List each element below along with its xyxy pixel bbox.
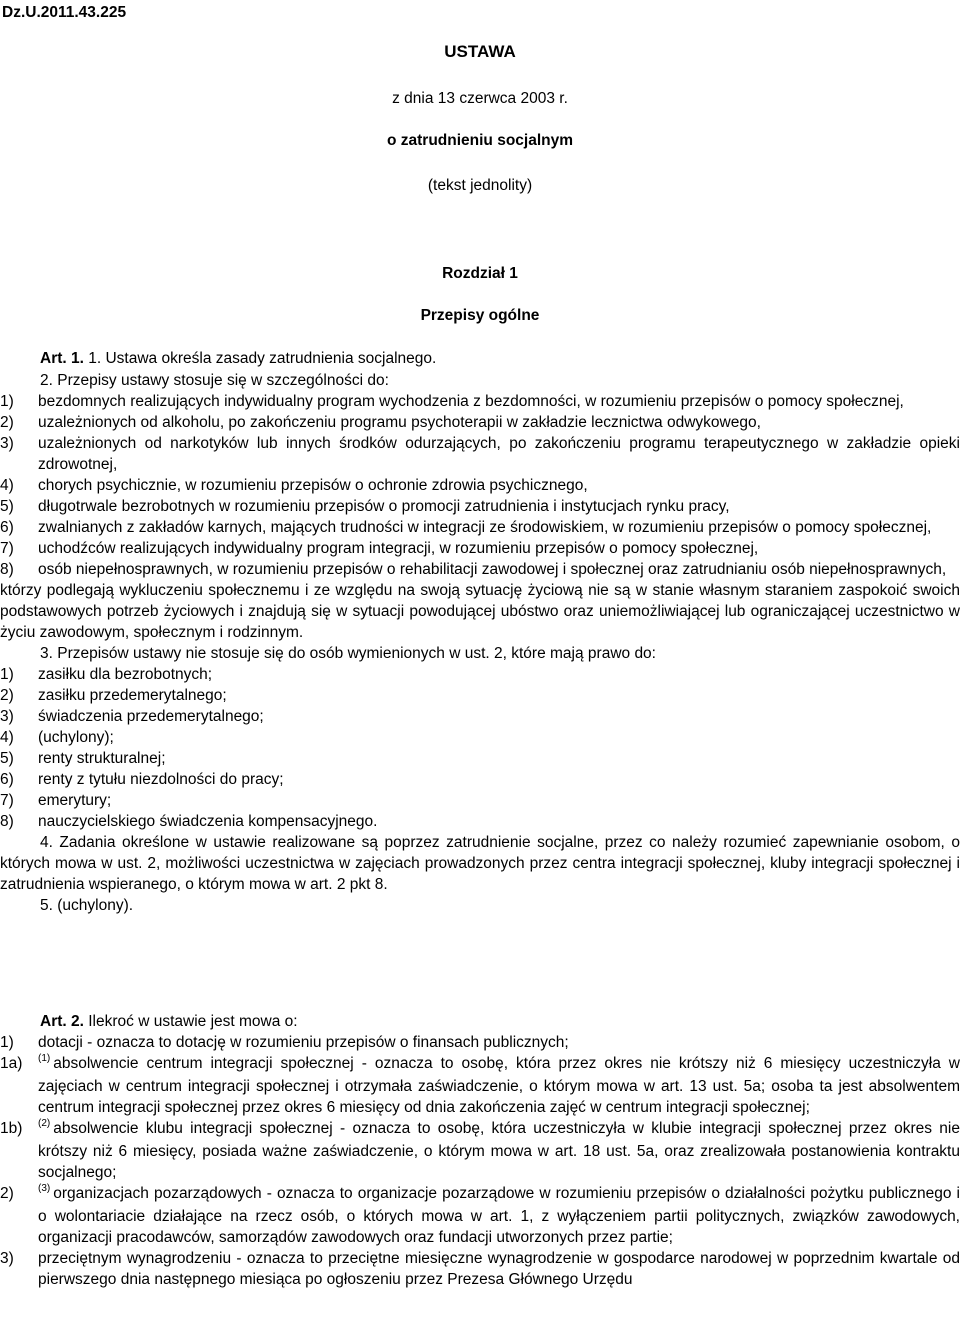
- list-item: 7) uchodźców realizujących indywidualny program integracji, w rozumieniu przepisów o pomocy społecznej,: [0, 540, 759, 557]
- art1-para1: 1. Ustawa określa zasady zatrudnienia socjalnego.: [88, 350, 437, 367]
- footnote-marker: (1): [38, 1053, 51, 1064]
- list-item: 4) (uchylony);: [0, 729, 114, 746]
- definition-item: 1b) $^{(2)}$ absolwencie klubu integracji społecznej - oznacza to osobę, która uczestniczyła w klubie integracji społecznej przez okres nie krótszy niż 6 miesięcy, posiada ważne zaświadczenie, o którym mowa w art. 18 ust. 5a, oraz zrealizowała postanowienia kontraktu socjalnego;: [0, 1118, 960, 1181]
- art1-para5: 5. (uchylony).: [40, 897, 134, 914]
- art2-label: Art. 2.: [40, 1013, 84, 1030]
- art2-intro-paragraph: [40, 1011, 298, 1032]
- definition-item: 3) przeciętnym wynagrodzeniu - oznacza to przeciętne miesięczne wynagrodzenie w gospodarce narodowej w poprzednim kwartale od pierwszego dnia następnego miesiąca po ogłoszeniu przez Prezesa Głównego Urzędu: [0, 1250, 960, 1288]
- art2-definitions: [0, 1032, 960, 1290]
- list-item: 8) nauczycielskiego świadczenia kompensacyjnego.: [0, 813, 378, 830]
- list-item: 1) bezdomnych realizujących indywidualny program wychodzenia z bezdomności, w rozumieniu przepisów o pomocy społecznej,: [0, 393, 904, 410]
- list-item: 2) uzależnionych od alkoholu, po zakończeniu programu psychoterapii w zakładzie lecznictwa odwykowego,: [0, 414, 761, 431]
- art1-list1: [0, 391, 960, 916]
- document-title: USTAWA: [444, 42, 516, 61]
- document-date: z dnia 13 czerwca 2003 r.: [392, 90, 568, 107]
- list-item: 2) zasiłku przedemerytalnego;: [0, 687, 227, 704]
- chapter-number: Rozdział 1: [442, 265, 518, 282]
- art1-label: Art. 1.: [40, 350, 84, 367]
- art1-para2-tail: którzy podlegają wykluczeniu społecznemu i ze względu na swoją sytuację życiową nie są w stanie własnym staraniem zaspokoić swoich podstawowych potrzeb życiowych i znajdują się w sytuacji powodującej ubóstwo oraz uniemożliwiającej lub ograniczającej uczestnictwo w życiu zawodowym, społecznym i rodzinnym.: [0, 582, 960, 641]
- document-subject: o zatrudnieniu socjalnym: [386, 132, 574, 149]
- footnote-marker: (2): [38, 1118, 51, 1129]
- list-item: 5) renty strukturalnej;: [0, 750, 166, 767]
- definition-item: 1a) $^{(1)}$ absolwencie centrum integracji społecznej - oznacza to osobę, która przez okres nie krótszy niż 6 miesięcy uczestniczyła w zajęciach w centrum integracji społecznej i otrzymała zaświadczenie, o którym mowa w art. 13 ust. 5a; osoba ta jest absolwentem centrum integracji społecznej przez okres 6 miesięcy od dnia zakończenia zajęć w centrum integracji społecznej;: [0, 1053, 960, 1116]
- list-item: 8) osób niepełnosprawnych, w rozumieniu przepisów o rehabilitacji zawodowej i społecznej oraz zatrudnianiu osób niepełnosprawnych,: [0, 561, 947, 578]
- art1-para3: 3. Przepisów ustawy nie stosuje się do osób wymienionych w ust. 2, które mają prawo do:: [40, 645, 656, 662]
- list-item: 5) długotrwale bezrobotnych w rozumieniu przepisów o promocji zatrudnienia i instytucjach rynku pracy,: [0, 498, 730, 515]
- document-id: Dz.U.2011.43.225: [2, 4, 127, 21]
- list-item: 6) zwalnianych z zakładów karnych, mających trudności w integracji ze środowiskiem, w rozumieniu przepisów o pomocy społecznej,: [0, 519, 932, 536]
- art1-para2: 2. Przepisy ustawy stosuje się w szczególności do:: [40, 372, 389, 389]
- art2-intro: Ilekroć w ustawie jest mowa o:: [88, 1013, 298, 1030]
- list-item: 1) zasiłku dla bezrobotnych;: [0, 666, 213, 683]
- list-item: 4) chorych psychicznie, w rozumieniu przepisów o ochronie zdrowia psychicznego,: [0, 477, 588, 494]
- art1-para4: 4. Zadania określone w ustawie realizowane są poprzez zatrudnienie socjalne, przez co należy rozumieć zapewnianie osobom, o których mowa w ust. 2, możliwości uczestnictwa w zajęciach prowadzonych przez centra integracji społecznej, kluby integracji społecznej i zatrudnienia wspieranego, o którym mowa w art. 2 pkt 8.: [0, 834, 960, 893]
- list-item: 3) uzależnionych od narkotyków lub innych środków odurzających, po zakończeniu programu terapeutycznego w zakładzie opieki zdrowotnej,: [0, 435, 960, 473]
- definition-item: 1) dotacji - oznacza to dotację w rozumieniu przepisów o finansach publicznych;: [0, 1034, 569, 1051]
- chapter-title: Przepisy ogólne: [420, 307, 540, 324]
- footnote-marker: (3): [38, 1183, 51, 1194]
- art1-first-paragraph: [40, 348, 436, 369]
- list-item: 7) emerytury;: [0, 792, 112, 809]
- document-note: (tekst jednolity): [427, 177, 533, 194]
- list-item: 3) świadczenia przedemerytalnego;: [0, 708, 264, 725]
- definition-item: 2) $^{(3)}$ organizacjach pozarządowych - oznacza to organizacje pozarządowe w rozumieniu przepisów o działalności pożytku publicznego i o wolontariacie działające na rzecz osób, o których mowa w art. 1, z wyłączeniem partii politycznych, związków zawodowych, organizacji pracodawców, samorządów zawodowych oraz fundacji utworzonych przez partie;: [0, 1183, 960, 1246]
- list-item: 6) renty z tytułu niezdolności do pracy;: [0, 771, 284, 788]
